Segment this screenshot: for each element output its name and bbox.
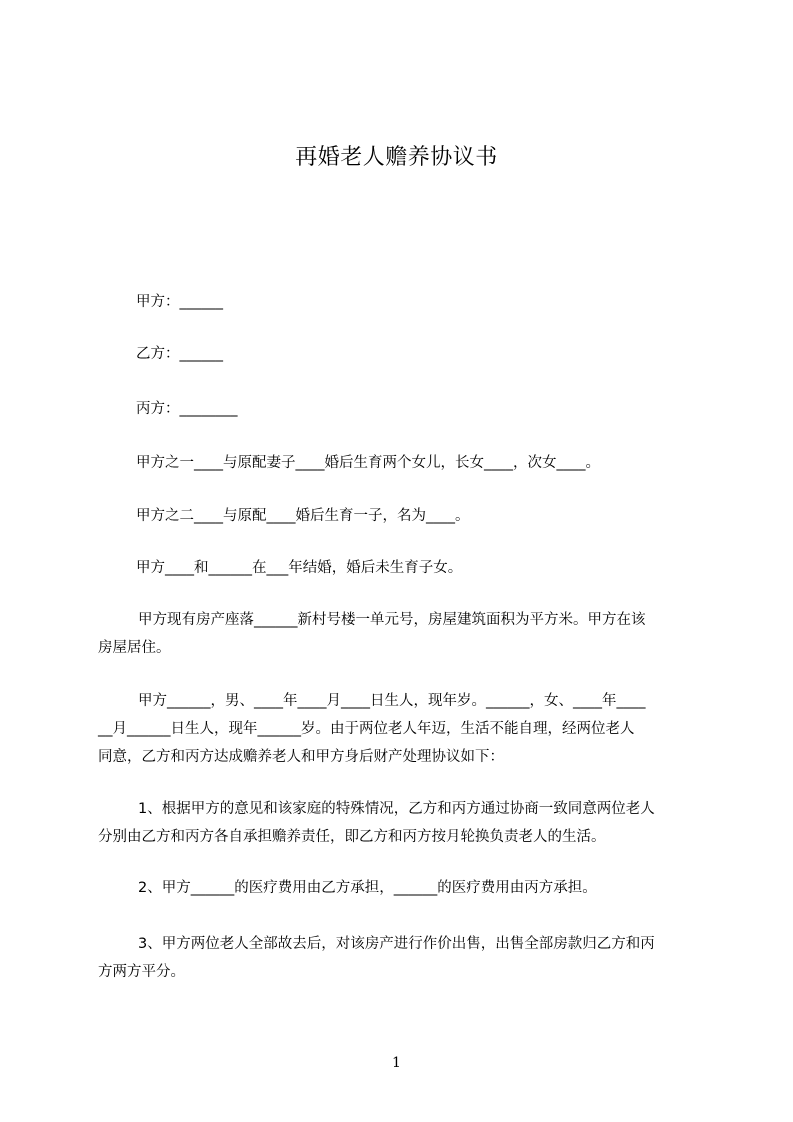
paragraph-party-a-2: 甲方之二____与原配____婚后生育一子，名为____。 [136, 508, 470, 524]
paragraph-property-line-2: 房屋居住。 [98, 640, 171, 656]
party-a-line: 甲方：______ [136, 294, 223, 310]
paragraph-persons-line-3: 同意，乙方和丙方达成赡养老人和甲方身后财产处理协议如下： [98, 749, 504, 765]
clause-1-line-1: 1、根据甲方的意见和该家庭的特殊情况，乙方和丙方通过协商一致同意两位老人 [138, 801, 655, 817]
paragraph-party-a-1: 甲方之一____与原配妻子____婚后生育两个女儿，长女____，次女____。 [136, 455, 600, 471]
clause-2-line: 2、甲方______的医疗费用由乙方承担，______的医疗费用由丙方承担。 [138, 880, 597, 896]
paragraph-persons-line-2: __月______日生人，现年______岁。由于两位老人年迈，生活不能自理，经两位老人 [98, 721, 635, 737]
clause-3-line-2: 方两方平分。 [98, 964, 185, 980]
paragraph-property-line-1: 甲方现有房产座落______新村号楼一单元号，房屋建筑面积为平方米。甲方在该 [138, 612, 646, 628]
party-c-line: 丙方：________ [136, 401, 238, 417]
page-number: 1 [392, 1055, 401, 1071]
paragraph-persons-line-1: 甲方______，男、____年____月____日生人，现年岁。______，女、____年____ [138, 693, 646, 709]
document-title: 再婚老人赡养协议书 [295, 145, 498, 170]
paragraph-marriage: 甲方____和______在___年结婚，婚后未生育子女。 [136, 560, 463, 576]
party-b-line: 乙方：______ [136, 346, 223, 362]
clause-3-line-1: 3、甲方两位老人全部故去后，对该房产进行作价出售，出售全部房款归乙方和丙 [138, 936, 655, 952]
clause-1-line-2: 分别由乙方和丙方各自承担赡养责任，即乙方和丙方按月轮换负责老人的生活。 [98, 829, 606, 845]
